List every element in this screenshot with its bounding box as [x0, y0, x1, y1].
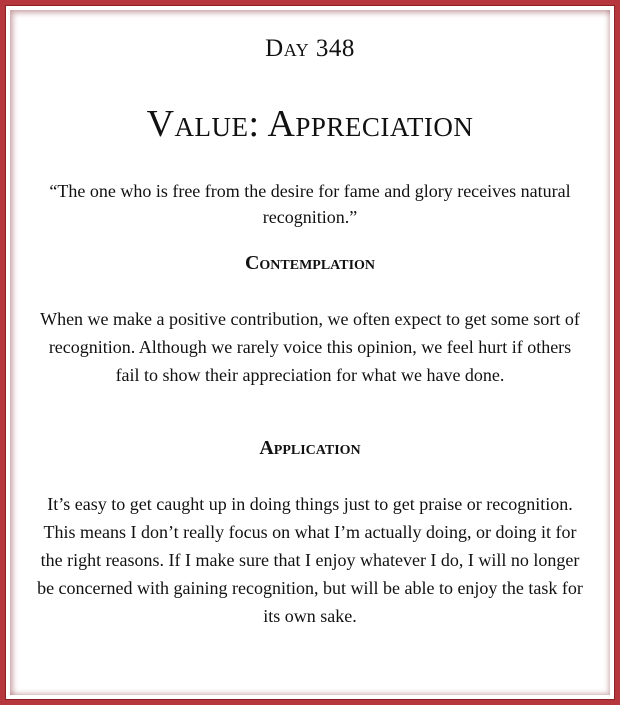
contemplation-body: When we make a positive contribution, we often expect to get some sort of recognition. Although we rarely voice this opinion, we feel hurt if others fail to show their appreciation for what we have done. [40, 309, 580, 385]
day-label: Day 348 [265, 35, 355, 62]
application-heading: Application [259, 437, 361, 459]
page-title: Value: Appreciation [146, 103, 474, 145]
contemplation-heading: Contemplation [244, 252, 376, 274]
quote: “The one who is free from the desire for fame and glory receives natural recognition.” [49, 181, 571, 227]
application-body: It’s easy to get caught up in doing things just to get praise or recognition. This means I don’t really focus on what I’m actually doing, or doing it for the right reasons. If I make sure that I enjoy whatever I do, I will no longer be concerned with gaining recognition, but will be able to enjoy the task for its own sake. [37, 494, 583, 626]
